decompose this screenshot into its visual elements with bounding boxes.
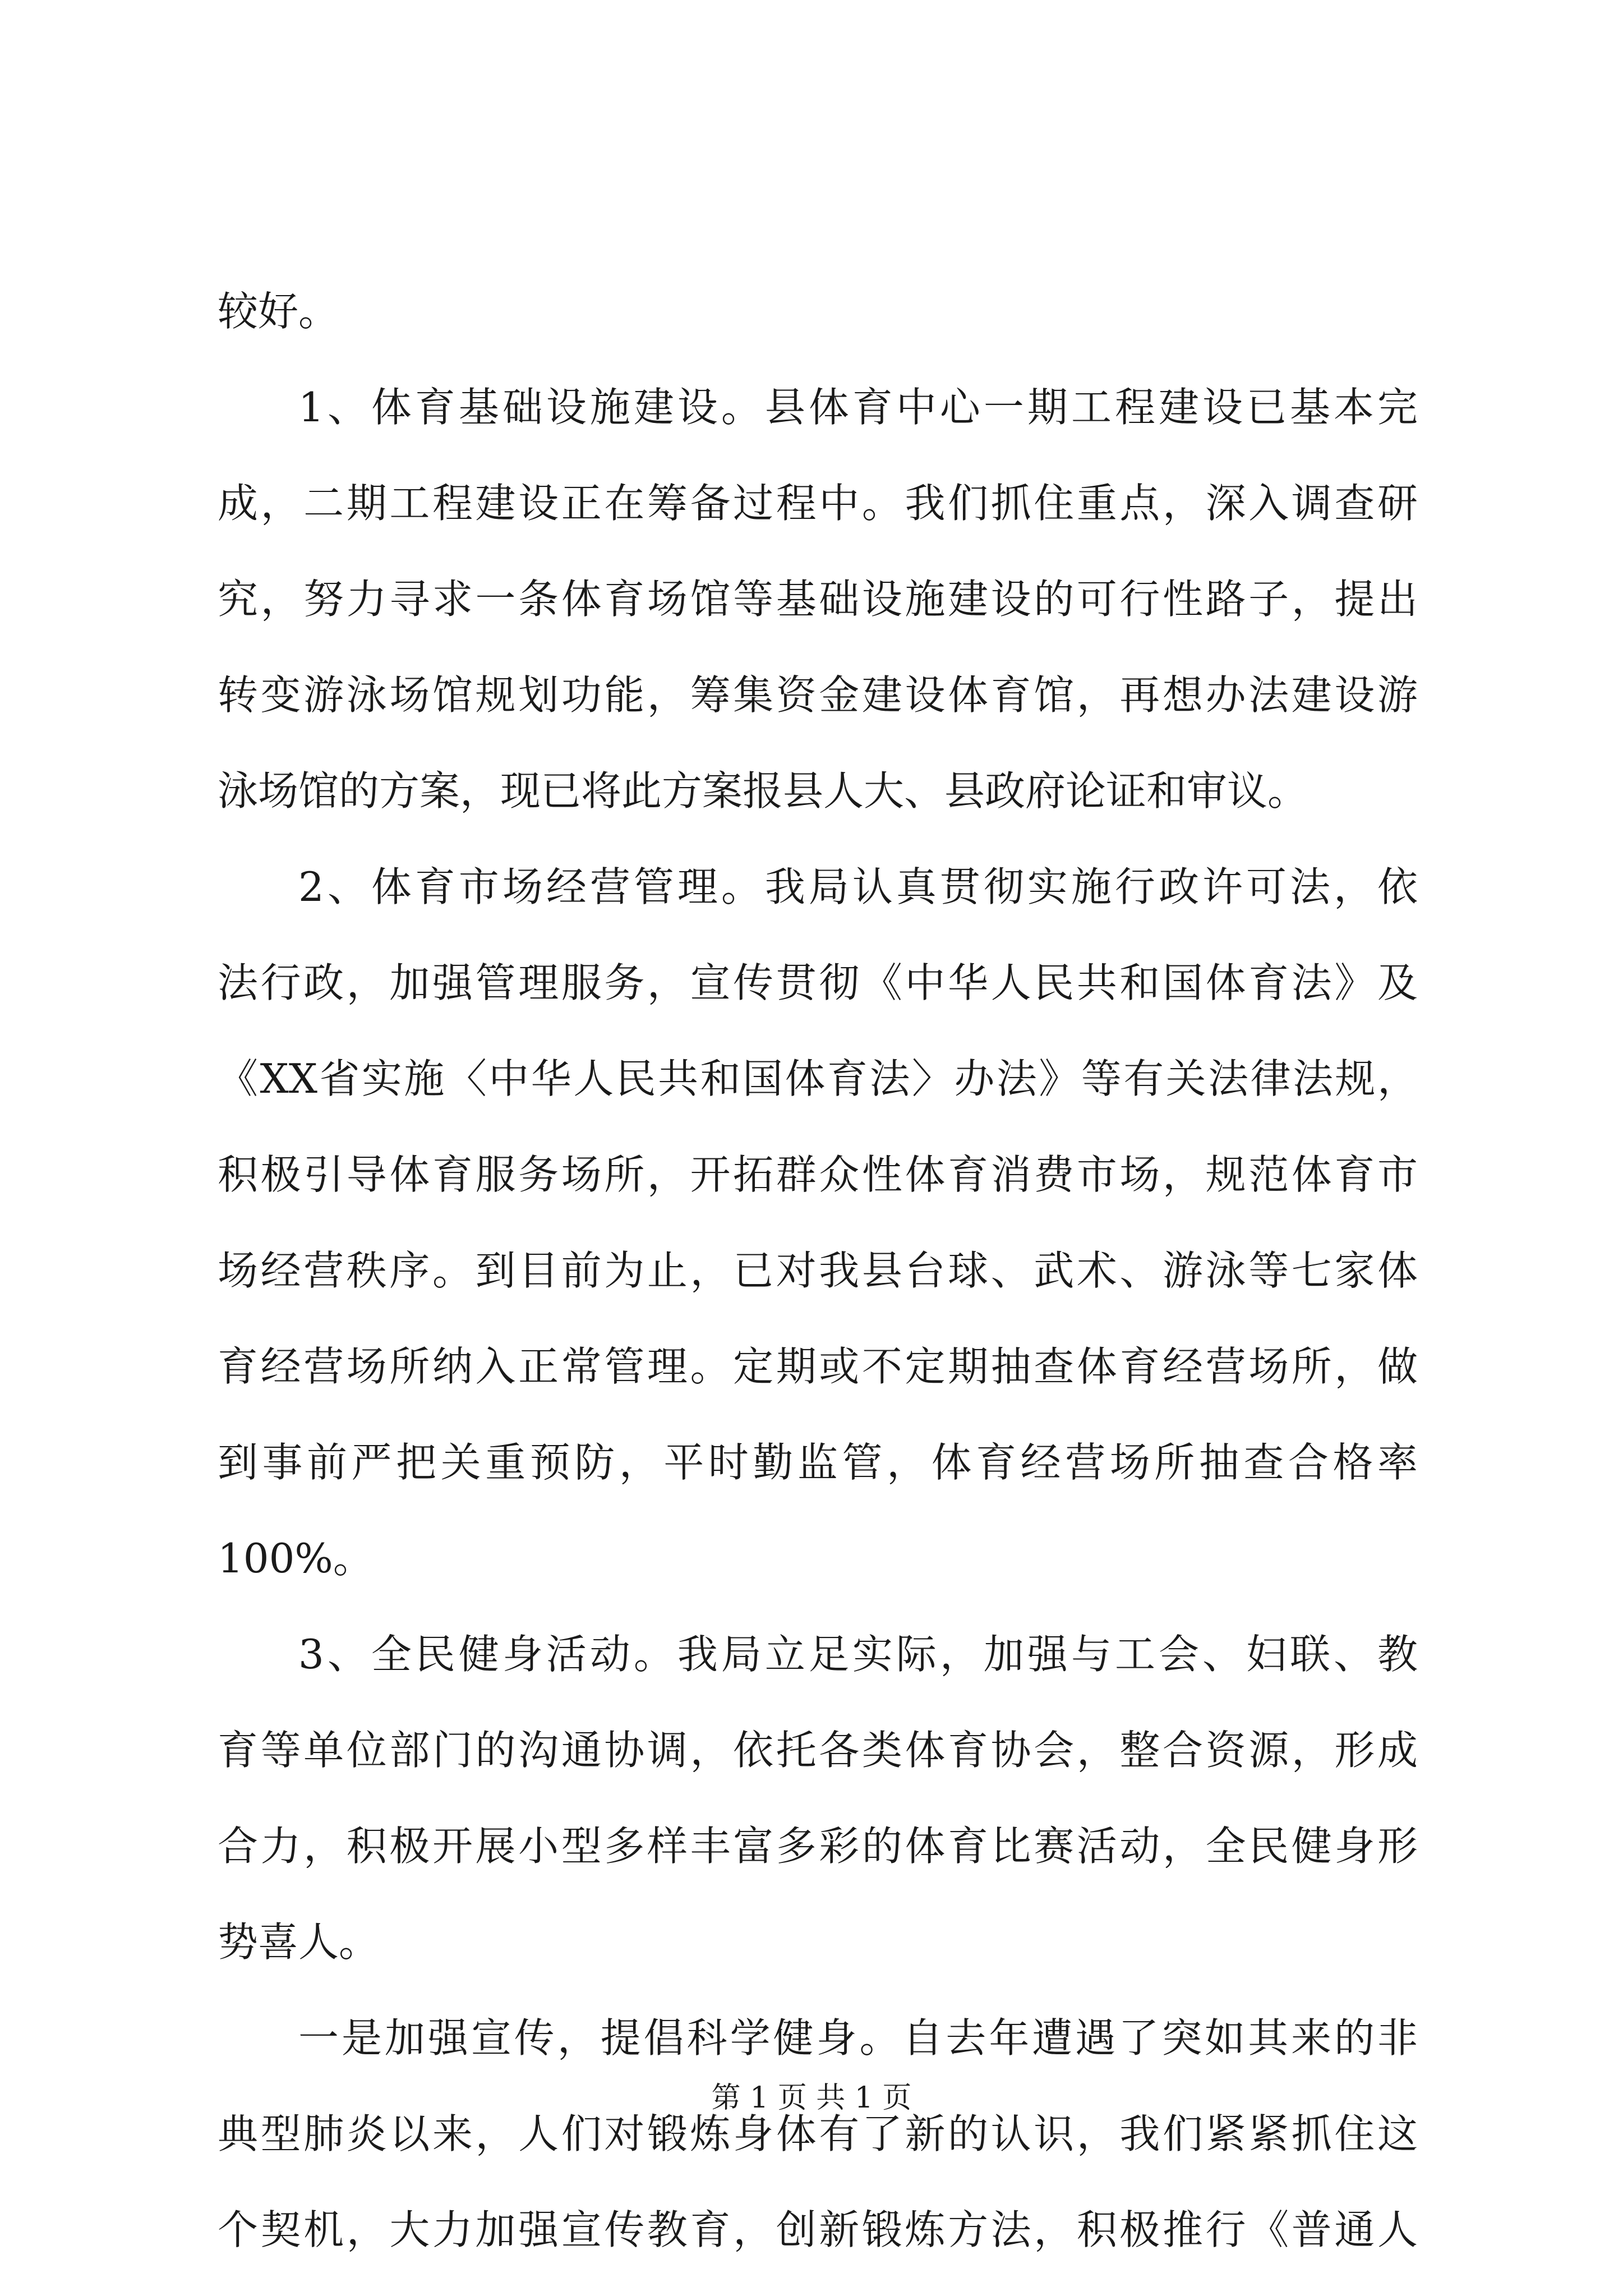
paragraph-heading-line: 3、全民健身活动。我局立足实际，加强与工会、妇联、教 (298, 1631, 1418, 1678)
text-line: 育经营场所纳入正常管理。定期或不定期抽查体育经营场所，做 (218, 1343, 1418, 1390)
text-line: 到事前严把关重预防，平时勤监管，体育经营场所抽查合格率 (218, 1439, 1418, 1486)
text-line: 个契机，大力加强宣传教育，创新锻炼方法，积极推行《普通人 (218, 2206, 1418, 2253)
text-line: 合力，积极开展小型多样丰富多彩的体育比赛活动，全民健身形 (218, 1823, 1418, 1870)
text-line: 《XX省实施〈中华人民共和国体育法〉办法》等有关法律法规， (218, 1055, 1418, 1102)
paragraph-heading-line: 2、体育市场经营管理。我局认真贯彻实施行政许可法，依 (298, 863, 1418, 910)
paragraph-heading-line: 一是加强宣传，提倡科学健身。自去年遭遇了突如其来的非 (298, 2014, 1418, 2062)
text-line: 较好。 (218, 288, 339, 335)
text-line: 究，努力寻求一条体育场馆等基础设施建设的可行性路子，提出 (218, 576, 1418, 623)
text-line: 法行政，加强管理服务，宣传贯彻《中华人民共和国体育法》及 (218, 959, 1418, 1006)
text-line: 典型肺炎以来，人们对锻炼身体有了新的认识，我们紧紧抓住这 (218, 2110, 1418, 2157)
text-line: 场经营秩序。到目前为止，已对我县台球、武术、游泳等七家体 (218, 1247, 1418, 1294)
text-line: 转变游泳场馆规划功能，筹集资金建设体育馆，再想办法建设游 (218, 671, 1418, 719)
text-line: 100%。 (218, 1535, 374, 1582)
page-footer: 第 1 页 共 1 页 (711, 2081, 912, 2115)
paragraph-heading-line: 1、体育基础设施建设。县体育中心一期工程建设已基本完 (298, 384, 1418, 431)
text-line: 积极引导体育服务场所，开拓群众性体育消费市场，规范体育市 (218, 1151, 1418, 1198)
text-line: 势喜人。 (218, 1918, 380, 1966)
document-body (218, 264, 1418, 2278)
text-line: 育等单位部门的沟通协调，依托各类体育协会，整合资源，形成 (218, 1727, 1418, 1774)
text-line: 泳场馆的方案，现已将此方案报县人大、县政府论证和审议。 (218, 767, 1308, 815)
text-line: 成，二期工程建设正在筹备过程中。我们抓住重点，深入调查研 (218, 480, 1418, 527)
